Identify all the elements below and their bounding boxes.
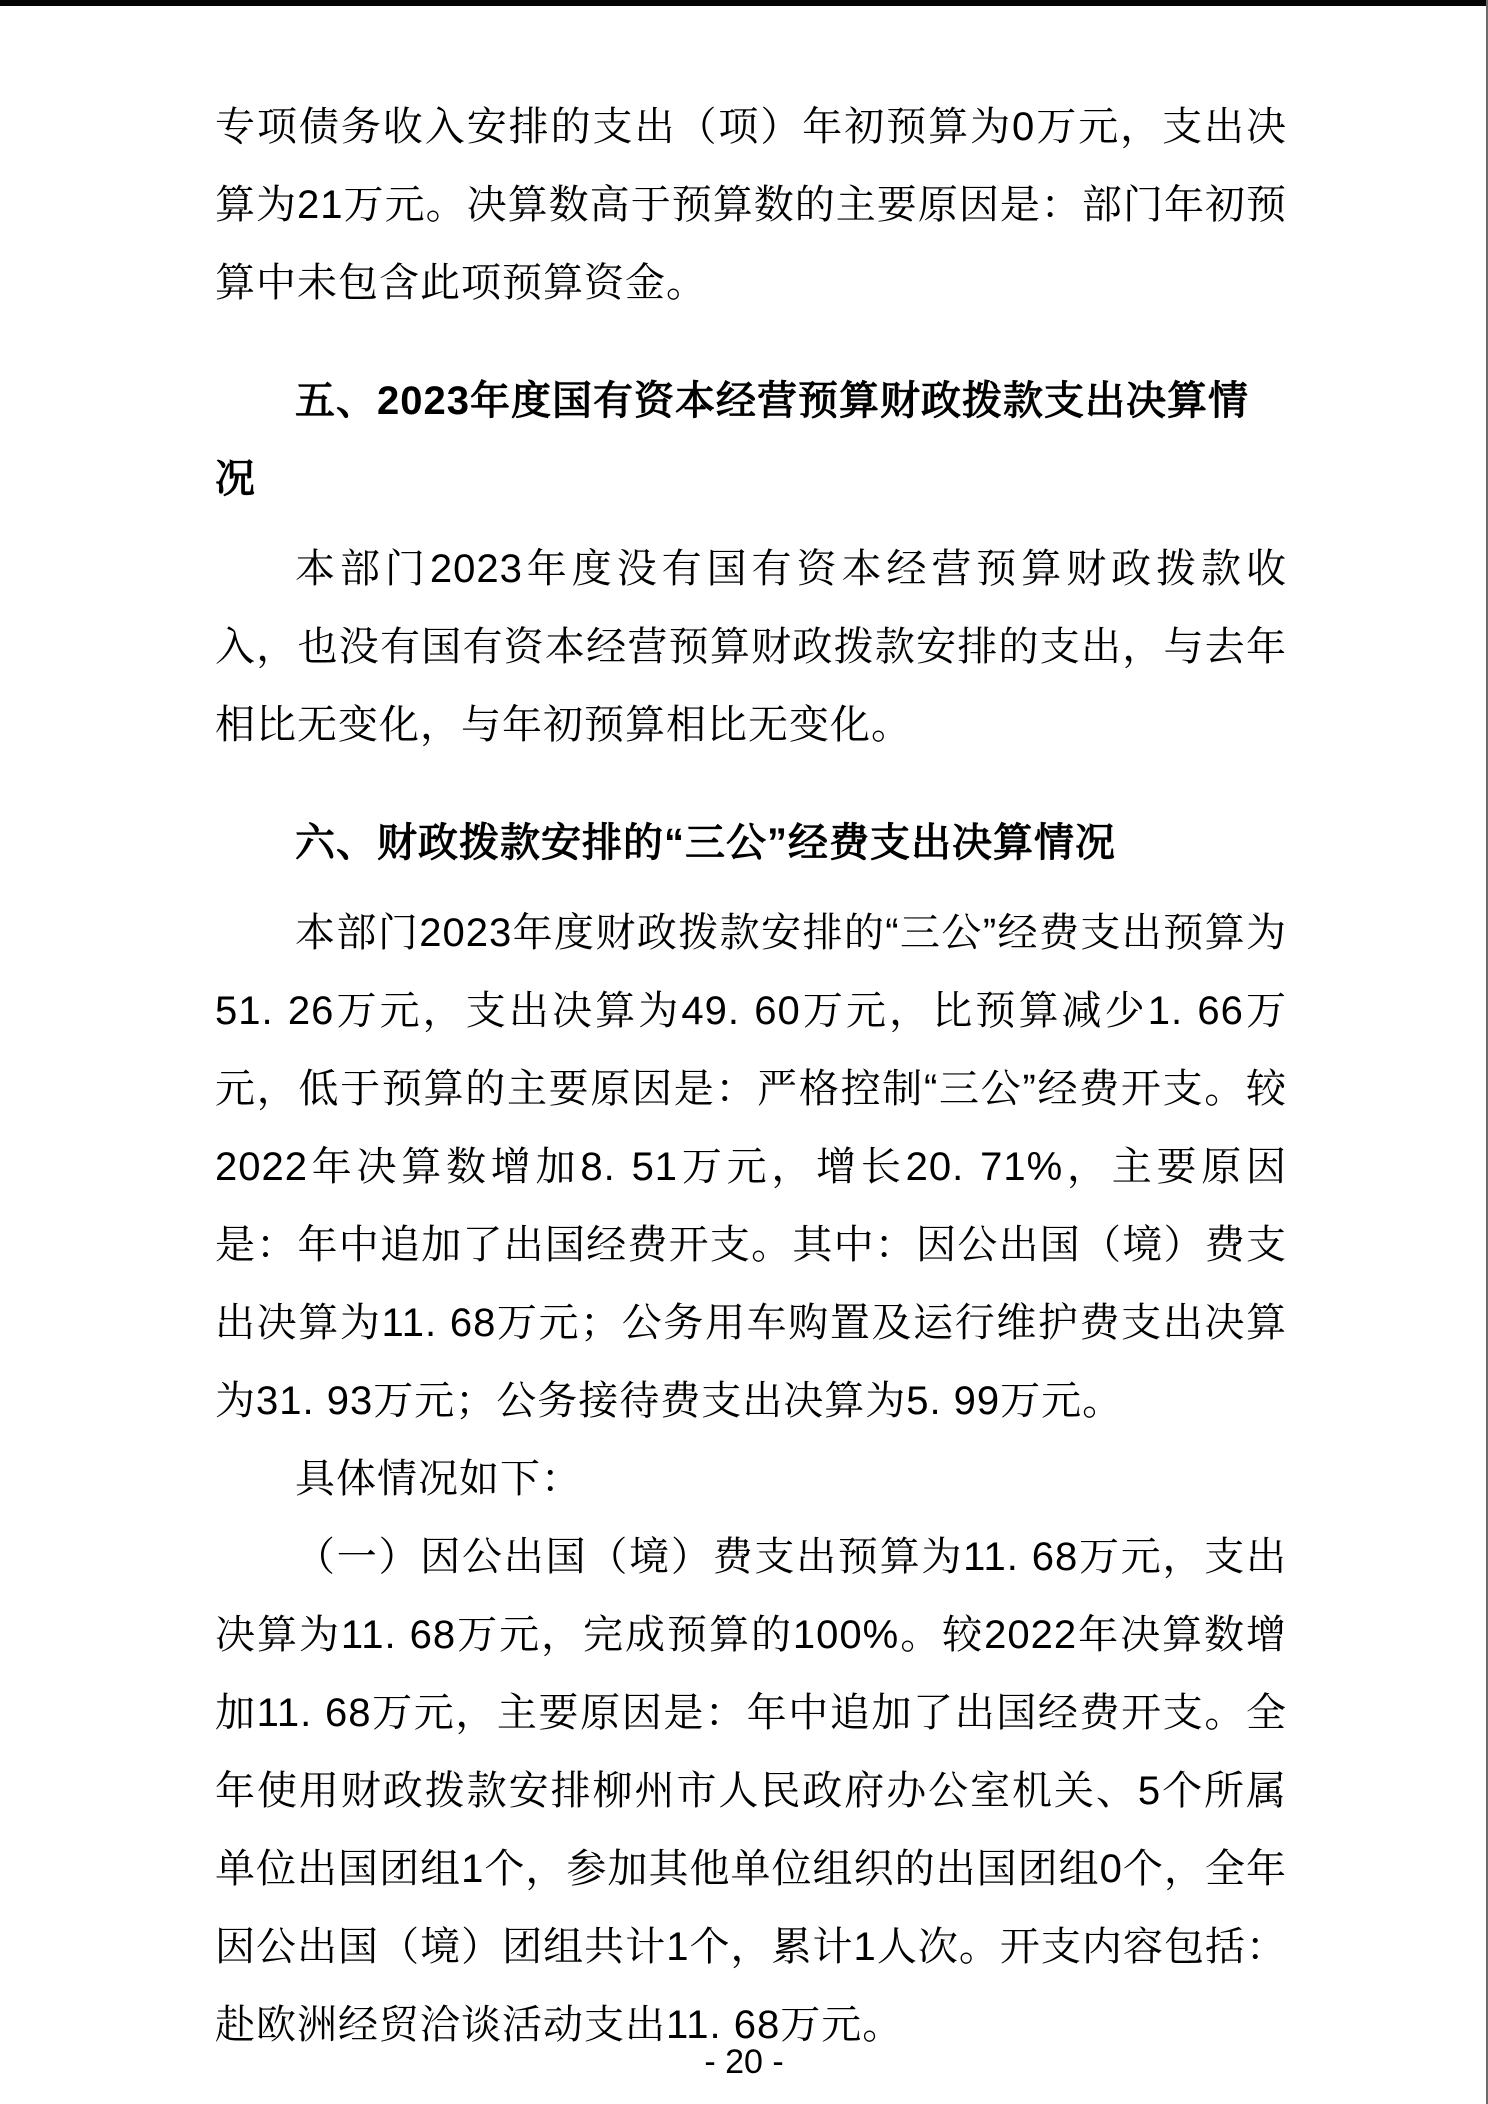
- page-number: - 20 -: [704, 2043, 784, 2081]
- section-heading-5-state-capital-budget: 五、2023年度国有资本经营预算财政拨款支出决算情况: [215, 379, 1249, 501]
- paragraph-continuation-special-debt: 专项债务收入安排的支出（项）年初预算为0万元，支出决算为21万元。决算数高于预算数的主要原因是：部门年初预算中未包含此项预算资金。: [215, 105, 1287, 305]
- paragraph-state-capital-budget: 本部门2023年度没有国有资本经营预算财政拨款收入，也没有国有资本经营预算财政拨款安排的支出，与去年相比无变化，与年初预算相比无变化。: [215, 547, 1287, 747]
- section-heading-6-three-public-expenses: 六、财政拨款安排的“三公”经费支出决算情况: [295, 821, 1116, 865]
- document-body: [215, 0, 1287, 2064]
- paragraph-overseas-travel-expenses: （一）因公出国（境）费支出预算为11. 68万元，支出决算为11. 68万元，完成预算的100%。较2022年决算数增加11. 68万元，主要原因是：年中追加了出国经费开支。全年使用财政拨款安排柳州市人民政府办公室机关、5个所属单位出国团组1个，参加其他单位组织的出国团组0个，全年因公出国（境）团组共计1个，累计1人次。开支内容包括：赴欧洲经贸洽谈活动支出11. 68万元。: [215, 1535, 1287, 2047]
- paragraph-three-public-expenses-summary: 本部门2023年度财政拨款安排的“三公”经费支出预算为51. 26万元，支出决算为49. 60万元，比预算减少1. 66万元，低于预算的主要原因是：严格控制“三公”经费开支。较2022年决算数增加8. 51万元，增长20. 71%，主要原因是：年中追加了出国经费开支。其中：因公出国（境）费支出决算为11. 68万元；公务用车购置及运行维护费支出决算为31. 93万元；公务接待费支出决算为5. 99万元。: [215, 911, 1287, 1423]
- paragraph-details-intro: 具体情况如下：: [295, 1457, 582, 1501]
